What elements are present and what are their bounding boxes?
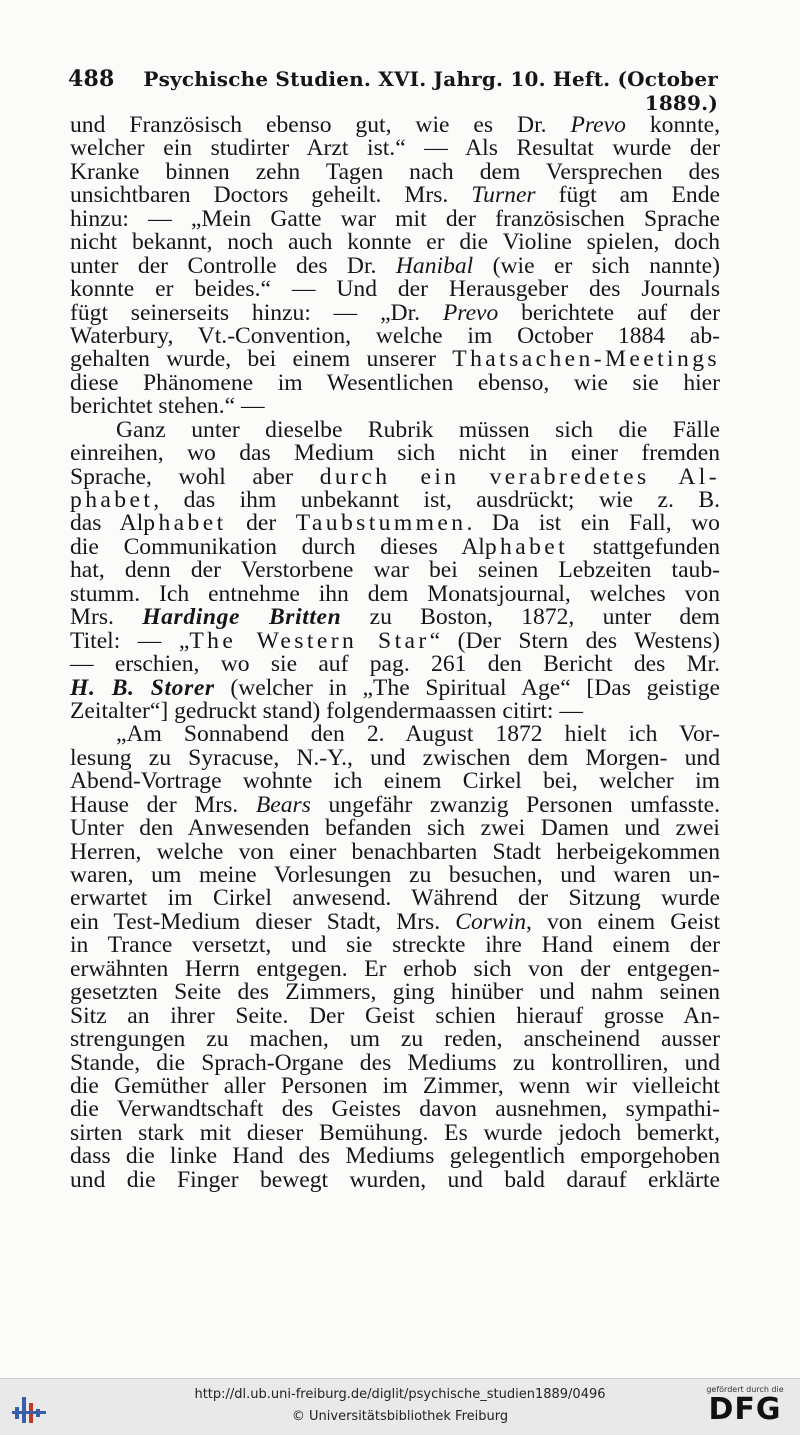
text-line: Hause der Mrs. Bears ungefähr zwanzig Personen umfasste. bbox=[70, 791, 721, 818]
text-line: nicht bekannt, noch auch konnte er die Violine spielen, doch bbox=[70, 229, 720, 256]
text-line: gehalten wurde, bei einem unserer Thatsachen-Meetings bbox=[70, 346, 720, 373]
text-line: dass die linke Hand des Mediums gelegentlich emporgehoben bbox=[70, 1143, 720, 1170]
copyright-notice: © Universitätsbibliothek Freiburg bbox=[291, 1409, 509, 1424]
page-number: 488 bbox=[68, 66, 115, 92]
text-line: unter der Controlle des Dr. Hanibal (wie er sich nannte) bbox=[70, 252, 720, 279]
running-header bbox=[68, 66, 718, 115]
text-line: „Am Sonnabend den 2. August 1872 hielt ich Vor- bbox=[116, 721, 720, 748]
text-line: Sitz an ihrer Seite. Der Geist schien hierauf grosse An- bbox=[70, 1002, 720, 1029]
running-title: Psychische Studien. XVI. Jahrg. 10. Heft. (October 1889.) bbox=[143, 67, 718, 115]
text-line: und die Finger bewegt wurden, und bald darauf erklärte bbox=[70, 1166, 720, 1193]
text-line: und Französisch ebenso gut, wie es Dr. Prevo konnte, bbox=[70, 112, 720, 138]
text-line: gesetzten Seite des Zimmers, ging hinüber und nahm seinen bbox=[70, 979, 720, 1006]
text-line: welcher ein studirter Arzt ist.“ — Als Resultat wurde der bbox=[70, 135, 720, 162]
dfg-mark: DFG bbox=[708, 1392, 782, 1427]
text-line: berichtet stehen.“ — bbox=[70, 393, 265, 420]
dfg-logo bbox=[700, 1385, 790, 1431]
text-line: Abend-Vortrage wohnte ich einem Cirkel bei, welcher im bbox=[70, 768, 720, 795]
text-line: hat, denn der Verstorbene war bei seinen Lebzeiten taub- bbox=[70, 557, 720, 584]
text-line: phabet, das ihm unbekannt ist, ausdrückt; wie z. B. bbox=[70, 487, 720, 513]
text-line: einreihen, wo das Medium sich nicht in einer fremden bbox=[70, 440, 720, 467]
text-line: lesung zu Syracuse, N.-Y., und zwischen dem Morgen- und bbox=[70, 744, 720, 771]
body-text bbox=[70, 114, 720, 1192]
text-line: Zeitalter“] gedruckt stand) folgendermaassen citirt: — bbox=[70, 697, 583, 724]
text-line: ein Test-Medium dieser Stadt, Mrs. Corwin, von einem Geist bbox=[70, 908, 720, 935]
text-line: erwartet im Cirkel anwesend. Während der Sitzung wurde bbox=[70, 885, 720, 912]
text-line: das Alphabet der Taubstummen. Da ist ein Fall, wo bbox=[70, 510, 720, 537]
source-url[interactable]: http://dl.ub.uni-freiburg.de/diglit/psychische_studien1889/0496 bbox=[194, 1387, 606, 1402]
text-line: Stande, die Sprach-Organe des Mediums zu kontrolliren, und bbox=[70, 1049, 720, 1076]
text-line: Herren, welche von einer benachbarten Stadt herbeigekommen bbox=[70, 838, 720, 865]
text-line: strengungen zu machen, um zu reden, anscheinend ausser bbox=[70, 1026, 720, 1053]
text-line: Unter den Anwesenden befanden sich zwei Damen und zwei bbox=[70, 815, 720, 842]
text-line: fügt seinerseits hinzu: — „Dr. Prevo berichtete auf der bbox=[70, 299, 721, 326]
text-line: Mrs. Hardinge Britten zu Boston, 1872, unter dem bbox=[70, 604, 720, 631]
footer-bar bbox=[0, 1378, 800, 1435]
text-line: sirten stark mit dieser Bemühung. Es wurde jedoch bemerkt, bbox=[70, 1119, 720, 1146]
text-line: unsichtbaren Doctors geheilt. Mrs. Turner fügt am Ende bbox=[70, 182, 720, 209]
text-line: die Communikation durch dieses Alphabet stattgefunden bbox=[70, 533, 720, 560]
text-line: stumm. Ich entnehme ihn dem Monatsjournal, welches von bbox=[70, 580, 720, 607]
text-line: diese Phänomene im Wesentlichen ebenso, wie sie hier bbox=[70, 369, 720, 396]
text-line: H. B. Storer (welcher in „The Spiritual Age“ [Das geistige bbox=[70, 674, 720, 701]
text-line: konnte er beides.“ — Und der Herausgeber des Journals bbox=[70, 276, 720, 303]
text-line: waren, um meine Vorlesungen zu besuchen, und waren un- bbox=[70, 862, 720, 888]
text-line: hinzu: — „Mein Gatte war mit der französischen Sprache bbox=[70, 205, 720, 232]
text-line: in Trance versetzt, und sie streckte ihre Hand einem der bbox=[70, 932, 720, 959]
text-line: Ganz unter dieselbe Rubrik müssen sich die Fälle bbox=[116, 416, 720, 443]
text-line: Titel: — „The Western Star“ (Der Stern des Westens) bbox=[70, 627, 721, 654]
text-line: Waterbury, Vt.-Convention, welche im October 1884 ab- bbox=[70, 322, 720, 349]
text-line: erwähnten Herrn entgegen. Er erhob sich von der entgegen- bbox=[70, 955, 720, 982]
text-line: — erschien, wo sie auf pag. 261 den Bericht des Mr. bbox=[70, 651, 720, 678]
text-line: Sprache, wohl aber durch ein verabredetes Al- bbox=[70, 463, 720, 490]
text-line: die Verwandtschaft des Geistes davon ausnehmen, sympathi- bbox=[70, 1096, 720, 1123]
dfg-caption: gefördert durch die bbox=[706, 1385, 784, 1394]
text-line: Kranke binnen zehn Tagen nach dem Versprechen des bbox=[70, 158, 720, 185]
text-line: die Gemüther aller Personen im Zimmer, wenn wir vielleicht bbox=[70, 1072, 720, 1099]
